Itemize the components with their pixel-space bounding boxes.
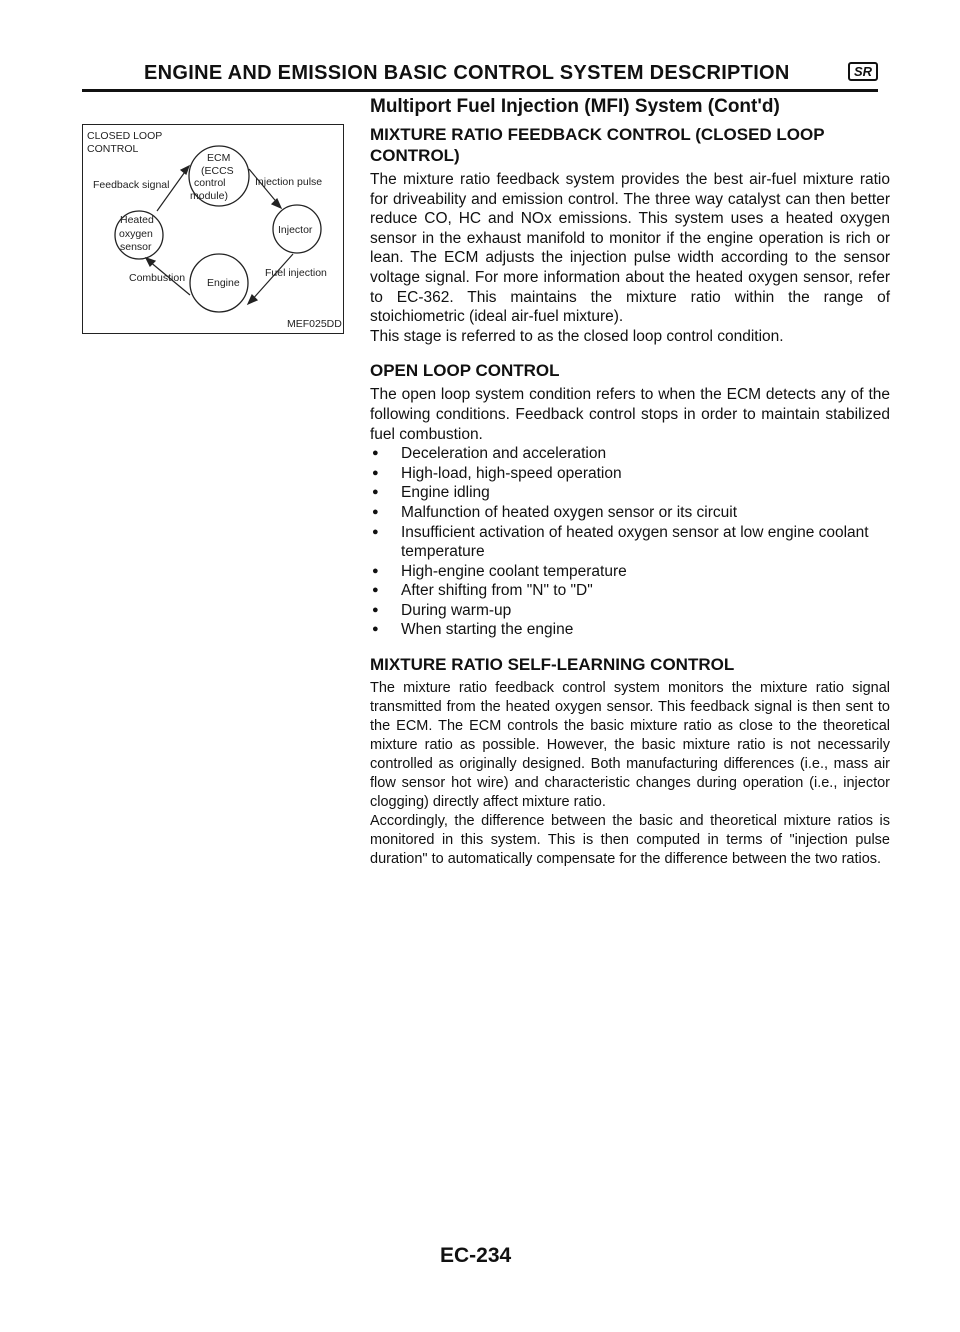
fuel-injection-label: Fuel injection	[265, 267, 327, 279]
diagram-title-line1: CLOSED LOOP	[87, 130, 163, 142]
ecm-label-control: control	[194, 177, 226, 189]
open-loop-body: The open loop system condition refers to when the ECM detects any of the following conditions. Feedback control stops in order to maintain stabilized fuel combustion.	[370, 386, 890, 443]
closed-loop-diagram	[82, 124, 344, 334]
combustion-label: Combustion	[129, 272, 186, 284]
sensor-label: sensor	[120, 241, 152, 253]
closed-loop-body: The mixture ratio feedback system provides the best air-fuel mixture ratio for driveability and emission control. The three way catalyst can then better reduce CO, HC and NOx emissions. This system uses a heated oxygen sensor in the exhaust manifold to monitor if the engine operation is rich or lean. The ECM adjusts the injection pulse width according to the sensor voltage signal. For more information about the heated oxygen sensor, refer to EC-362. This maintains the mixture ratio within the range of stoichiometric (ideal air-fuel mixture).	[370, 171, 890, 326]
closed-loop-heading-line2: CONTROL)	[370, 146, 460, 165]
list-item: ● When starting the engine	[370, 620, 890, 640]
ecm-label: ECM	[207, 152, 231, 164]
diagram-title-line2: CONTROL	[87, 143, 139, 155]
ecm-label-module: module)	[190, 190, 228, 202]
closed-loop-body-2: This stage is referred to as the closed loop control condition.	[370, 327, 784, 345]
page-header-title: ENGINE AND EMISSION BASIC CONTROL SYSTEM DESCRIPTION	[144, 62, 790, 84]
self-learning-body: The mixture ratio feedback control system monitors the mixture ratio signal transmitted from the heated oxygen sensor. This feedback signal is then sent to the ECM. The ECM controls the basic mixture ratio as close to the theoretical mixture ratio as possible. However, the basic mixture ratio is not necessarily controlled as originally designed. Both manufacturing differences (i.e., mass air flow sensor hot wire) and characteristic changes during operation (i.e., injector clogging) directly affect mixture ratio.	[370, 680, 890, 811]
list-item: ● Deceleration and acceleration	[370, 444, 890, 464]
closed-loop-heading-line1: MIXTURE RATIO FEEDBACK CONTROL (CLOSED LOOP	[370, 125, 825, 144]
list-item: ● Engine idling	[370, 483, 890, 503]
heated-label: Heated	[120, 214, 154, 226]
list-item: ● Malfunction of heated oxygen sensor or its circuit	[370, 503, 890, 523]
figure-id: MEF025DD	[287, 318, 342, 330]
list-item: ● High-load, high-speed operation	[370, 464, 890, 484]
arrowhead-sensor-to-ecm	[181, 166, 189, 174]
injection-pulse-label: Injection pulse	[255, 176, 323, 188]
section-badge: SR	[848, 62, 878, 81]
oxygen-label: oxygen	[119, 228, 153, 240]
list-item: ● After shifting from "N" to "D"	[370, 581, 890, 601]
list-item: ● During warm-up	[370, 601, 890, 621]
arrowhead-ecm-to-injector	[272, 199, 281, 208]
ecm-label-eccs: (ECCS	[201, 165, 234, 177]
open-loop-conditions-list	[370, 444, 890, 640]
feedback-signal-label: Feedback signal	[93, 179, 170, 191]
main-content	[370, 124, 890, 869]
list-item: ● High-engine coolant temperature	[370, 562, 890, 582]
self-learning-heading: MIXTURE RATIO SELF-LEARNING CONTROL	[370, 655, 735, 675]
open-loop-heading: OPEN LOOP CONTROL	[370, 361, 560, 381]
closed-loop-diagram-svg	[83, 125, 345, 335]
page-number: EC-234	[440, 1244, 512, 1267]
injector-label: Injector	[278, 224, 313, 236]
engine-label: Engine	[207, 277, 240, 289]
list-item: ● Insufficient activation of heated oxygen sensor at low engine coolant temperature	[370, 523, 890, 562]
header-divider	[82, 89, 878, 92]
self-learning-body-2: Accordingly, the difference between the basic and theoretical mixture ratios is monitored in this system. This is then computed in terms of "injection pulse duration" to automatically compensate for the difference between the two ratios.	[370, 813, 890, 868]
section-subtitle: Multiport Fuel Injection (MFI) System (Cont'd)	[370, 96, 780, 117]
